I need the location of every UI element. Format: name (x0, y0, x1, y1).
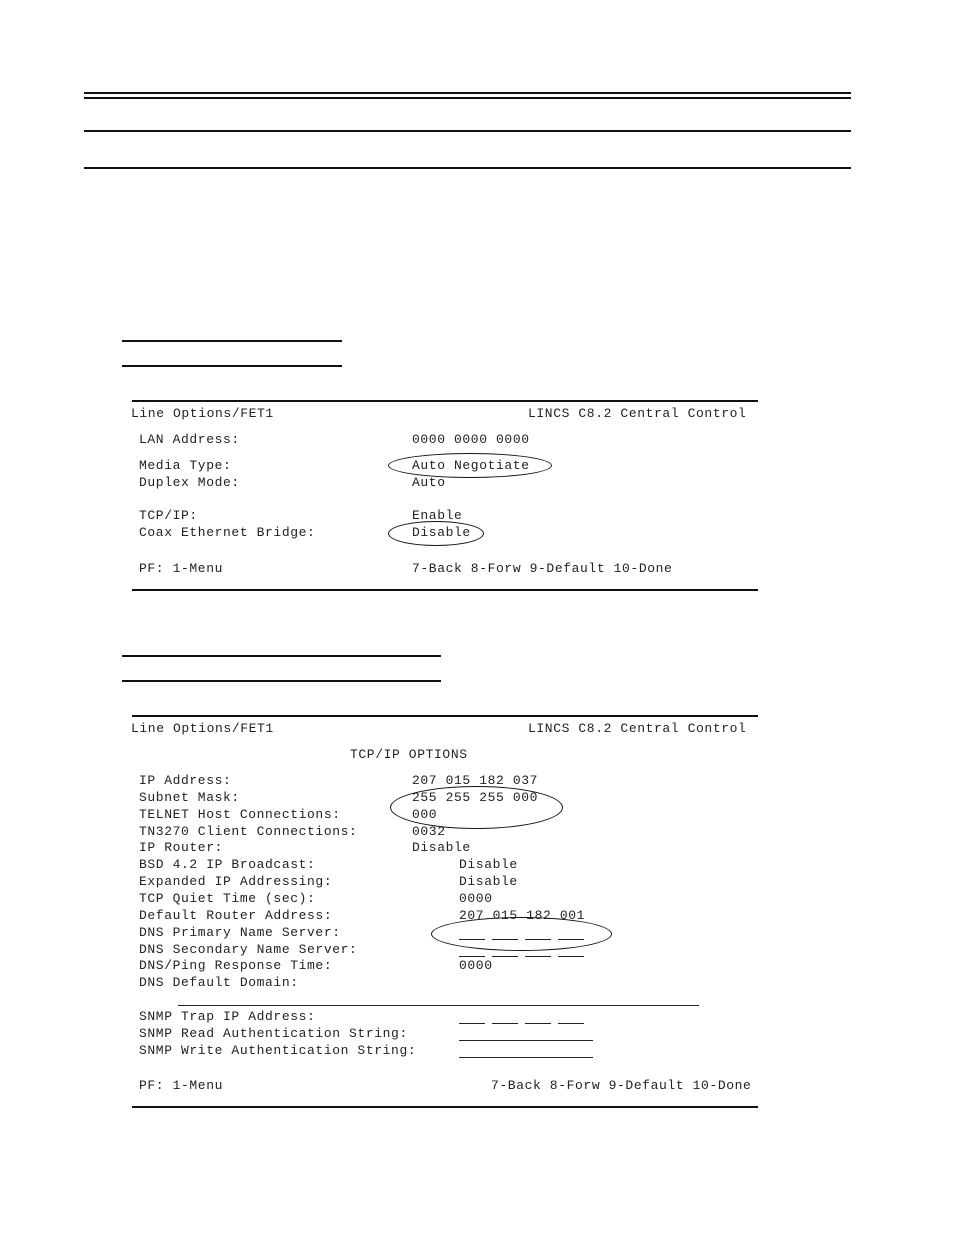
snmp-trap-field-2 (492, 1023, 518, 1024)
ip-address-value: 207 015 182 037 (412, 773, 539, 788)
screen1-pf-left: PF: 1-Menu (139, 561, 224, 576)
telnet-host-value: 000 (412, 807, 438, 822)
dns-secondary-field-2 (492, 956, 518, 957)
screen1-pf-right: 7-Back 8-Forw 9-Default 10-Done (412, 561, 673, 576)
screen2-pf-right: 7-Back 8-Forw 9-Default 10-Done (491, 1078, 752, 1093)
snmp-trap-field-1 (459, 1023, 485, 1024)
tcp-quiet-time-value: 0000 (459, 891, 493, 906)
coax-bridge-value: Disable (412, 525, 471, 540)
coax-bridge-label: Coax Ethernet Bridge: (139, 525, 316, 540)
ip-address-label: IP Address: (139, 773, 232, 788)
section2-heading-rule-bottom (122, 680, 441, 682)
snmp-read-field (459, 1040, 593, 1041)
section2-heading-rule-top (122, 655, 441, 657)
duplex-mode-label: Duplex Mode: (139, 475, 240, 490)
snmp-trap-field-4 (558, 1023, 584, 1024)
bsd-broadcast-label: BSD 4.2 IP Broadcast: (139, 857, 316, 872)
screen2-header-left: Line Options/FET1 (131, 721, 274, 736)
screen1-header-left: Line Options/FET1 (131, 406, 274, 421)
default-router-label: Default Router Address: (139, 908, 333, 923)
tcpip-label: TCP/IP: (139, 508, 198, 523)
screen2-pf-left: PF: 1-Menu (139, 1078, 224, 1093)
media-type-value: Auto Negotiate (412, 458, 530, 473)
media-type-label: Media Type: (139, 458, 232, 473)
dns-ping-value: 0000 (459, 958, 493, 973)
snmp-trap-label: SNMP Trap IP Address: (139, 1009, 316, 1024)
screen2-top-border (132, 715, 758, 717)
duplex-mode-value: Auto (412, 475, 446, 490)
dns-default-domain-label: DNS Default Domain: (139, 975, 299, 990)
coax-bridge-highlight-oval (388, 521, 484, 546)
ip-router-label: IP Router: (139, 840, 224, 855)
dns-secondary-label: DNS Secondary Name Server: (139, 942, 358, 957)
snmp-write-label: SNMP Write Authentication String: (139, 1043, 417, 1058)
screen1-header-right: LINCS C8.2 Central Control (528, 406, 747, 421)
section1-heading-rule-bottom (122, 365, 342, 367)
subnet-telnet-highlight-oval (390, 786, 563, 829)
default-router-value: 207 015 182 001 (459, 908, 586, 923)
ip-router-value: Disable (412, 840, 471, 855)
expanded-ip-value: Disable (459, 874, 518, 889)
screen2-bottom-border (132, 1106, 758, 1108)
snmp-trap-field-3 (525, 1023, 551, 1024)
screen2-subtitle: TCP/IP OPTIONS (350, 747, 468, 762)
screen1-top-border (132, 400, 758, 402)
dns-primary-highlight-oval (431, 917, 612, 951)
tcp-quiet-time-label: TCP Quiet Time (sec): (139, 891, 316, 906)
lan-address-value: 0000 0000 0000 (412, 432, 530, 447)
subnet-mask-value: 255 255 255 000 (412, 790, 539, 805)
section1-heading-rule-top (122, 340, 342, 342)
dns-default-domain-field (178, 1005, 699, 1006)
dns-primary-label: DNS Primary Name Server: (139, 925, 341, 940)
expanded-ip-label: Expanded IP Addressing: (139, 874, 333, 889)
snmp-write-field (459, 1057, 593, 1058)
dns-secondary-field-4 (558, 956, 584, 957)
dns-ping-label: DNS/Ping Response Time: (139, 958, 333, 973)
subnet-mask-label: Subnet Mask: (139, 790, 240, 805)
snmp-read-label: SNMP Read Authentication String: (139, 1026, 408, 1041)
screen2-header-right: LINCS C8.2 Central Control (528, 721, 747, 736)
screen1-bottom-border (132, 589, 758, 591)
header-rule-bottom (84, 167, 851, 169)
header-rule-top-2 (84, 97, 851, 99)
tn3270-client-value: 0032 (412, 824, 446, 839)
dns-secondary-field-1 (459, 956, 485, 957)
bsd-broadcast-value: Disable (459, 857, 518, 872)
tn3270-client-label: TN3270 Client Connections: (139, 824, 358, 839)
tcpip-value: Enable (412, 508, 463, 523)
dns-secondary-field-3 (525, 956, 551, 957)
header-rule-top-1 (84, 92, 851, 94)
lan-address-label: LAN Address: (139, 432, 240, 447)
telnet-host-label: TELNET Host Connections: (139, 807, 341, 822)
header-rule-middle (84, 130, 851, 132)
